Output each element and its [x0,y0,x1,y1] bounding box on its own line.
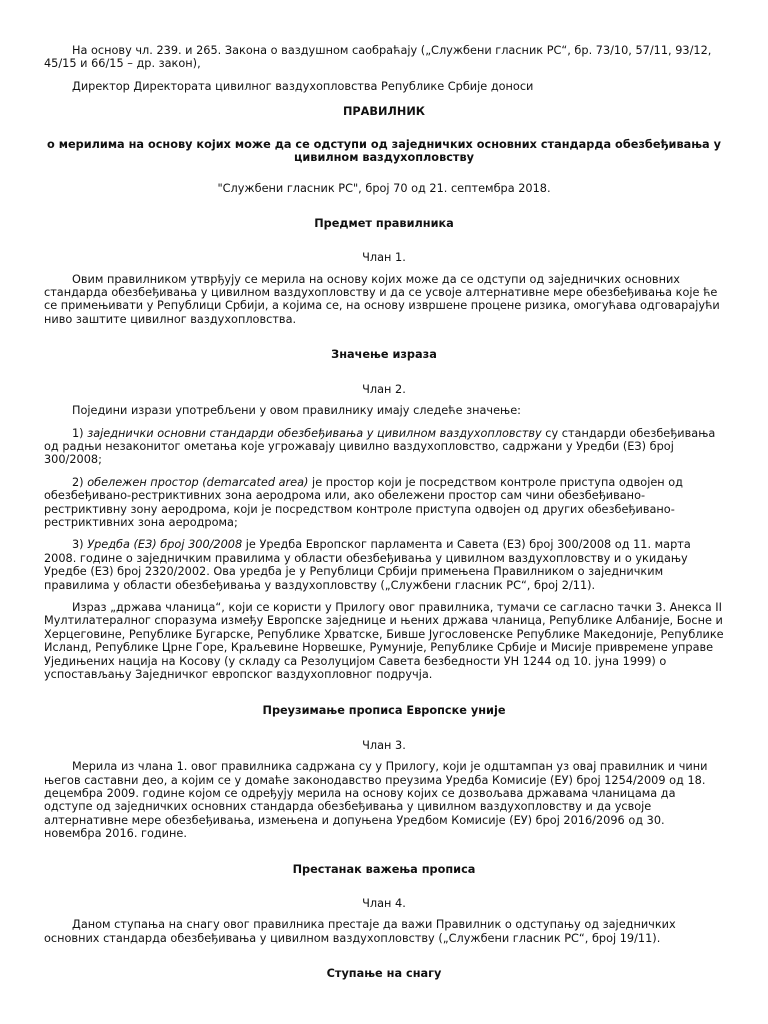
definition-number: 3) [72,538,84,552]
legal-basis-paragraph: На основу чл. 239. и 265. Закона о ваздушном саобраћају („Службени гласник РС“, бр. 73/10, 57/11, 93/12, 45/15 и 66/15 – др. закон), [44,44,712,71]
issuer-paragraph: Директор Директората цивилног ваздухопловства Републике Србије доноси [72,79,534,93]
definition-text: је простор који је посредством контроле приступа одвојен од обезбеђивано-рестриктивних зона аеродрома или, ако обележени простор сам чини обезбеђивано-рестриктивну зону аеродрома, који је посредством контроле приступа одвојен од других обезбеђивано-рестриктивних зона аеродрома; [44,475,683,529]
article-4-label: Члан 4. [362,897,406,911]
definition-item-3 [44,538,724,592]
section-heading-subject: Предмет правилника [314,216,454,230]
section-heading-entry-into-force: Ступање на снагу [326,967,442,981]
definition-text: је Уредба Европског парламента и Савета (ЕЗ) број 300/2008 од 11. марта 2008. године о заједничким правилима у области обезбеђивања у цивилном ваздухопловству и о укидању Уредбе (ЕЗ) број 2320/2002. Ова уредба је у Републици Србији примењена Правилником о заједничким правилима у области обезбеђивања у ваздухопловству („Службени гласник РС“, број 2/11). [44,538,691,592]
document-title: ПРАВИЛНИК [342,105,426,119]
article-3-label: Члан 3. [362,738,406,752]
article-1-text: Овим правилником утврђују се мерила на основу којих може да се одступи од заједничких основних стандарда обезбеђивања у цивилном ваздухопловству и да се усвоје алтернативне мере обезбеђивања које ће се примењивати у Републици Србији, а којима се, на основу извршене процене ризика, омогућава одговарајући ниво заштите цивилног ваздухопловства. [44,272,720,326]
definition-term: обележен простор (demarcated area) [87,475,309,489]
definition-term: Уредба (ЕЗ) број 300/2008 [87,538,243,552]
section-heading-definitions: Значење израза [331,348,437,362]
section-heading-eu-regulations: Преузимање прописа Европске уније [262,704,506,718]
section-heading-repeal: Престанак важења прописа [292,862,476,876]
article-1-label: Члан 1. [362,251,406,265]
definition-term: заједнички основни стандарди обезбеђивања у цивилном ваздухопловству [87,426,542,440]
definition-text: су стандарди обезбеђивања од радњи незаконитог ометања које угрожавају цивилно ваздухопловство, садржани у Уредби (ЕЗ) број 300/2008; [44,426,716,467]
definition-item-1 [44,427,724,467]
definition-number: 2) [72,475,84,489]
member-state-note: Израз „држава чланица“, који се користи у Прилогу овог правилника, тумачи се сагласно тачки 3. Анекса II Мултилатералног споразума између Европске заједнице и њених држава чланица, Републике Албаније, Босне и Херцеговине, Републике Бугарске, Републике Хрватске, Бивше Југословенске Републике Македоније, Републике Исланд, Републике Црне Горе, Краљевине Норвешке, Румуније, Републике Србије и Мисије привремене управе Уједињених нација на Косову (у складу са Резолуцијом Савета безбедности УН 1244 од 10. јуна 1999) о успостављању Заједничког европског ваздухопловног подручја. [44,600,724,681]
definition-item-2 [44,476,724,530]
article-4-text: Даном ступања на снагу овог правилника престаје да важи Правилник о одступању од заједничких основних стандарда обезбеђивања у цивилном ваздухопловству („Службени гласник РС“, број 19/11). [44,918,676,945]
article-2-label: Члан 2. [362,382,406,396]
document-subtitle: о мерилима на основу којих може да се одступи од заједничких основних стандарда обезбеђивања у цивилном ваздухопловству [47,137,721,165]
definition-number: 1) [72,426,84,440]
gazette-reference: "Службени гласник РС", број 70 од 21. септембра 2018. [217,182,551,196]
article-3-text: Мерила из члана 1. овог правилника садржана су у Прилогу, који је одштампан уз овај правилник и чини његов саставни део, а којим се у домаће законодавство преузима Уредба Комисије (ЕУ) број 1254/2009 од 18. децембра 2009. године којом се одређују мерила на основу којих се дозвољава државама чланицама да одступе од заједничких основних стандарда обезбеђивања у цивилном ваздухопловству и да усвоје алтернативне мере обезбеђивања, измењена и допуњена Уредбом Комисије (ЕУ) број 2016/2096 од 30. новембра 2016. године. [44,760,708,841]
document-page [44,44,724,1002]
article-2-intro: Поједини изрази употребљени у овом правилнику имају следеће значење: [72,404,521,418]
